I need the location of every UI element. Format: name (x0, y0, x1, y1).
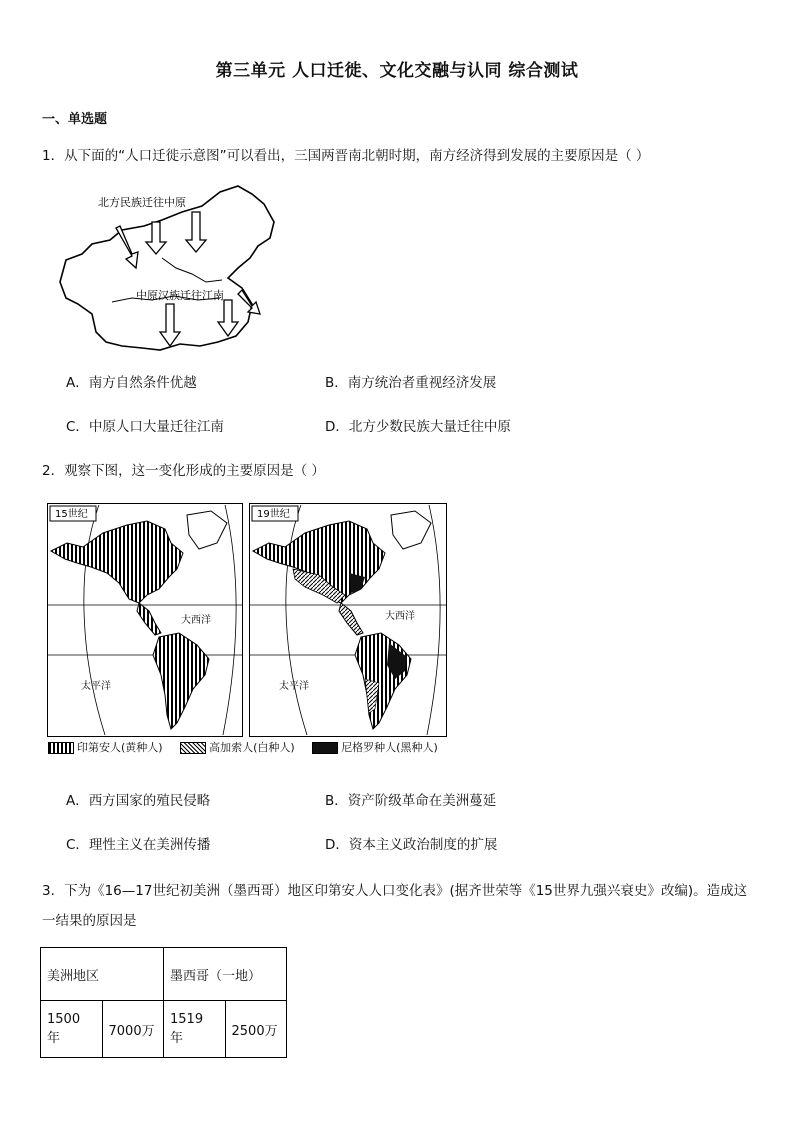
table-cell-year-1519: 1519 年 (164, 1001, 226, 1058)
table-header-mexico: 墨西哥（一地） (164, 948, 287, 1001)
legend-label-black: 尼格罗种人(黑种人) (341, 741, 438, 754)
table-cell-population-1519: 2500万 (225, 1001, 287, 1058)
map-left-atlantic: 大西洋 (181, 615, 211, 626)
legend-label-white: 高加索人(白种人) (209, 741, 295, 754)
table-cell-year-1500: 1500 年 (41, 1001, 103, 1058)
map-label-south: 中原汉族迁往江南 (136, 289, 224, 302)
q2-option-d[interactable]: D．资本主义政治制度的扩展 (325, 837, 498, 853)
legend-item-white (180, 739, 295, 755)
legend-swatch-white (180, 742, 206, 754)
question-1-text: 1．从下面的“人口迁徙示意图”可以看出，三国两晋南北朝时期，南方经济得到发展的主要原因是（ ） (42, 148, 650, 164)
question-3-text: 3．下为《16—17世纪初美洲（墨西哥）地区印第安人人口变化表》(据齐世荣等《15世界九强兴衰史》改编)。造成这一结果的原因是 (42, 883, 748, 929)
americas-map-15th-century (47, 503, 243, 737)
americas-map-19th-century (249, 503, 447, 737)
q2-option-b[interactable]: B．资产阶级革命在美洲蔓延 (325, 793, 497, 809)
map-right-pacific: 太平洋 (279, 681, 309, 692)
map-right-century: 19世纪 (257, 509, 290, 520)
q1-option-a[interactable]: A．南方自然条件优越 (66, 375, 197, 391)
q2-option-c[interactable]: C．理性主义在美洲传播 (66, 837, 211, 853)
legend-item-yellow (48, 739, 163, 755)
table-cell-population-1500: 7000万 (102, 1001, 164, 1058)
migration-map (52, 182, 280, 354)
legend-label-yellow: 印第安人(黄种人) (77, 741, 163, 754)
q1-option-c[interactable]: C．中原人口大量迁往江南 (66, 419, 224, 435)
population-table (40, 947, 287, 1058)
map-left-pacific: 太平洋 (81, 681, 111, 692)
section-heading: 一、单选题 (42, 112, 108, 127)
legend-item-black (312, 739, 438, 755)
map-legend (48, 739, 468, 755)
question-2-text: 2．观察下图，这一变化形成的主要原因是（ ） (42, 463, 325, 479)
legend-swatch-black (312, 742, 338, 754)
q2-option-a[interactable]: A．西方国家的殖民侵略 (66, 793, 211, 809)
q1-option-b[interactable]: B．南方统治者重视经济发展 (325, 375, 497, 391)
page-title: 第三单元 人口迁徙、文化交融与认同 综合测试 (215, 61, 579, 81)
q1-option-d[interactable]: D．北方少数民族大量迁往中原 (325, 419, 511, 435)
map-right-atlantic: 大西洋 (385, 611, 415, 622)
map-left-century: 15世纪 (55, 509, 88, 520)
table-header-americas: 美洲地区 (41, 948, 164, 1001)
map-label-north: 北方民族迁往中原 (98, 196, 186, 209)
legend-swatch-yellow (48, 742, 74, 754)
